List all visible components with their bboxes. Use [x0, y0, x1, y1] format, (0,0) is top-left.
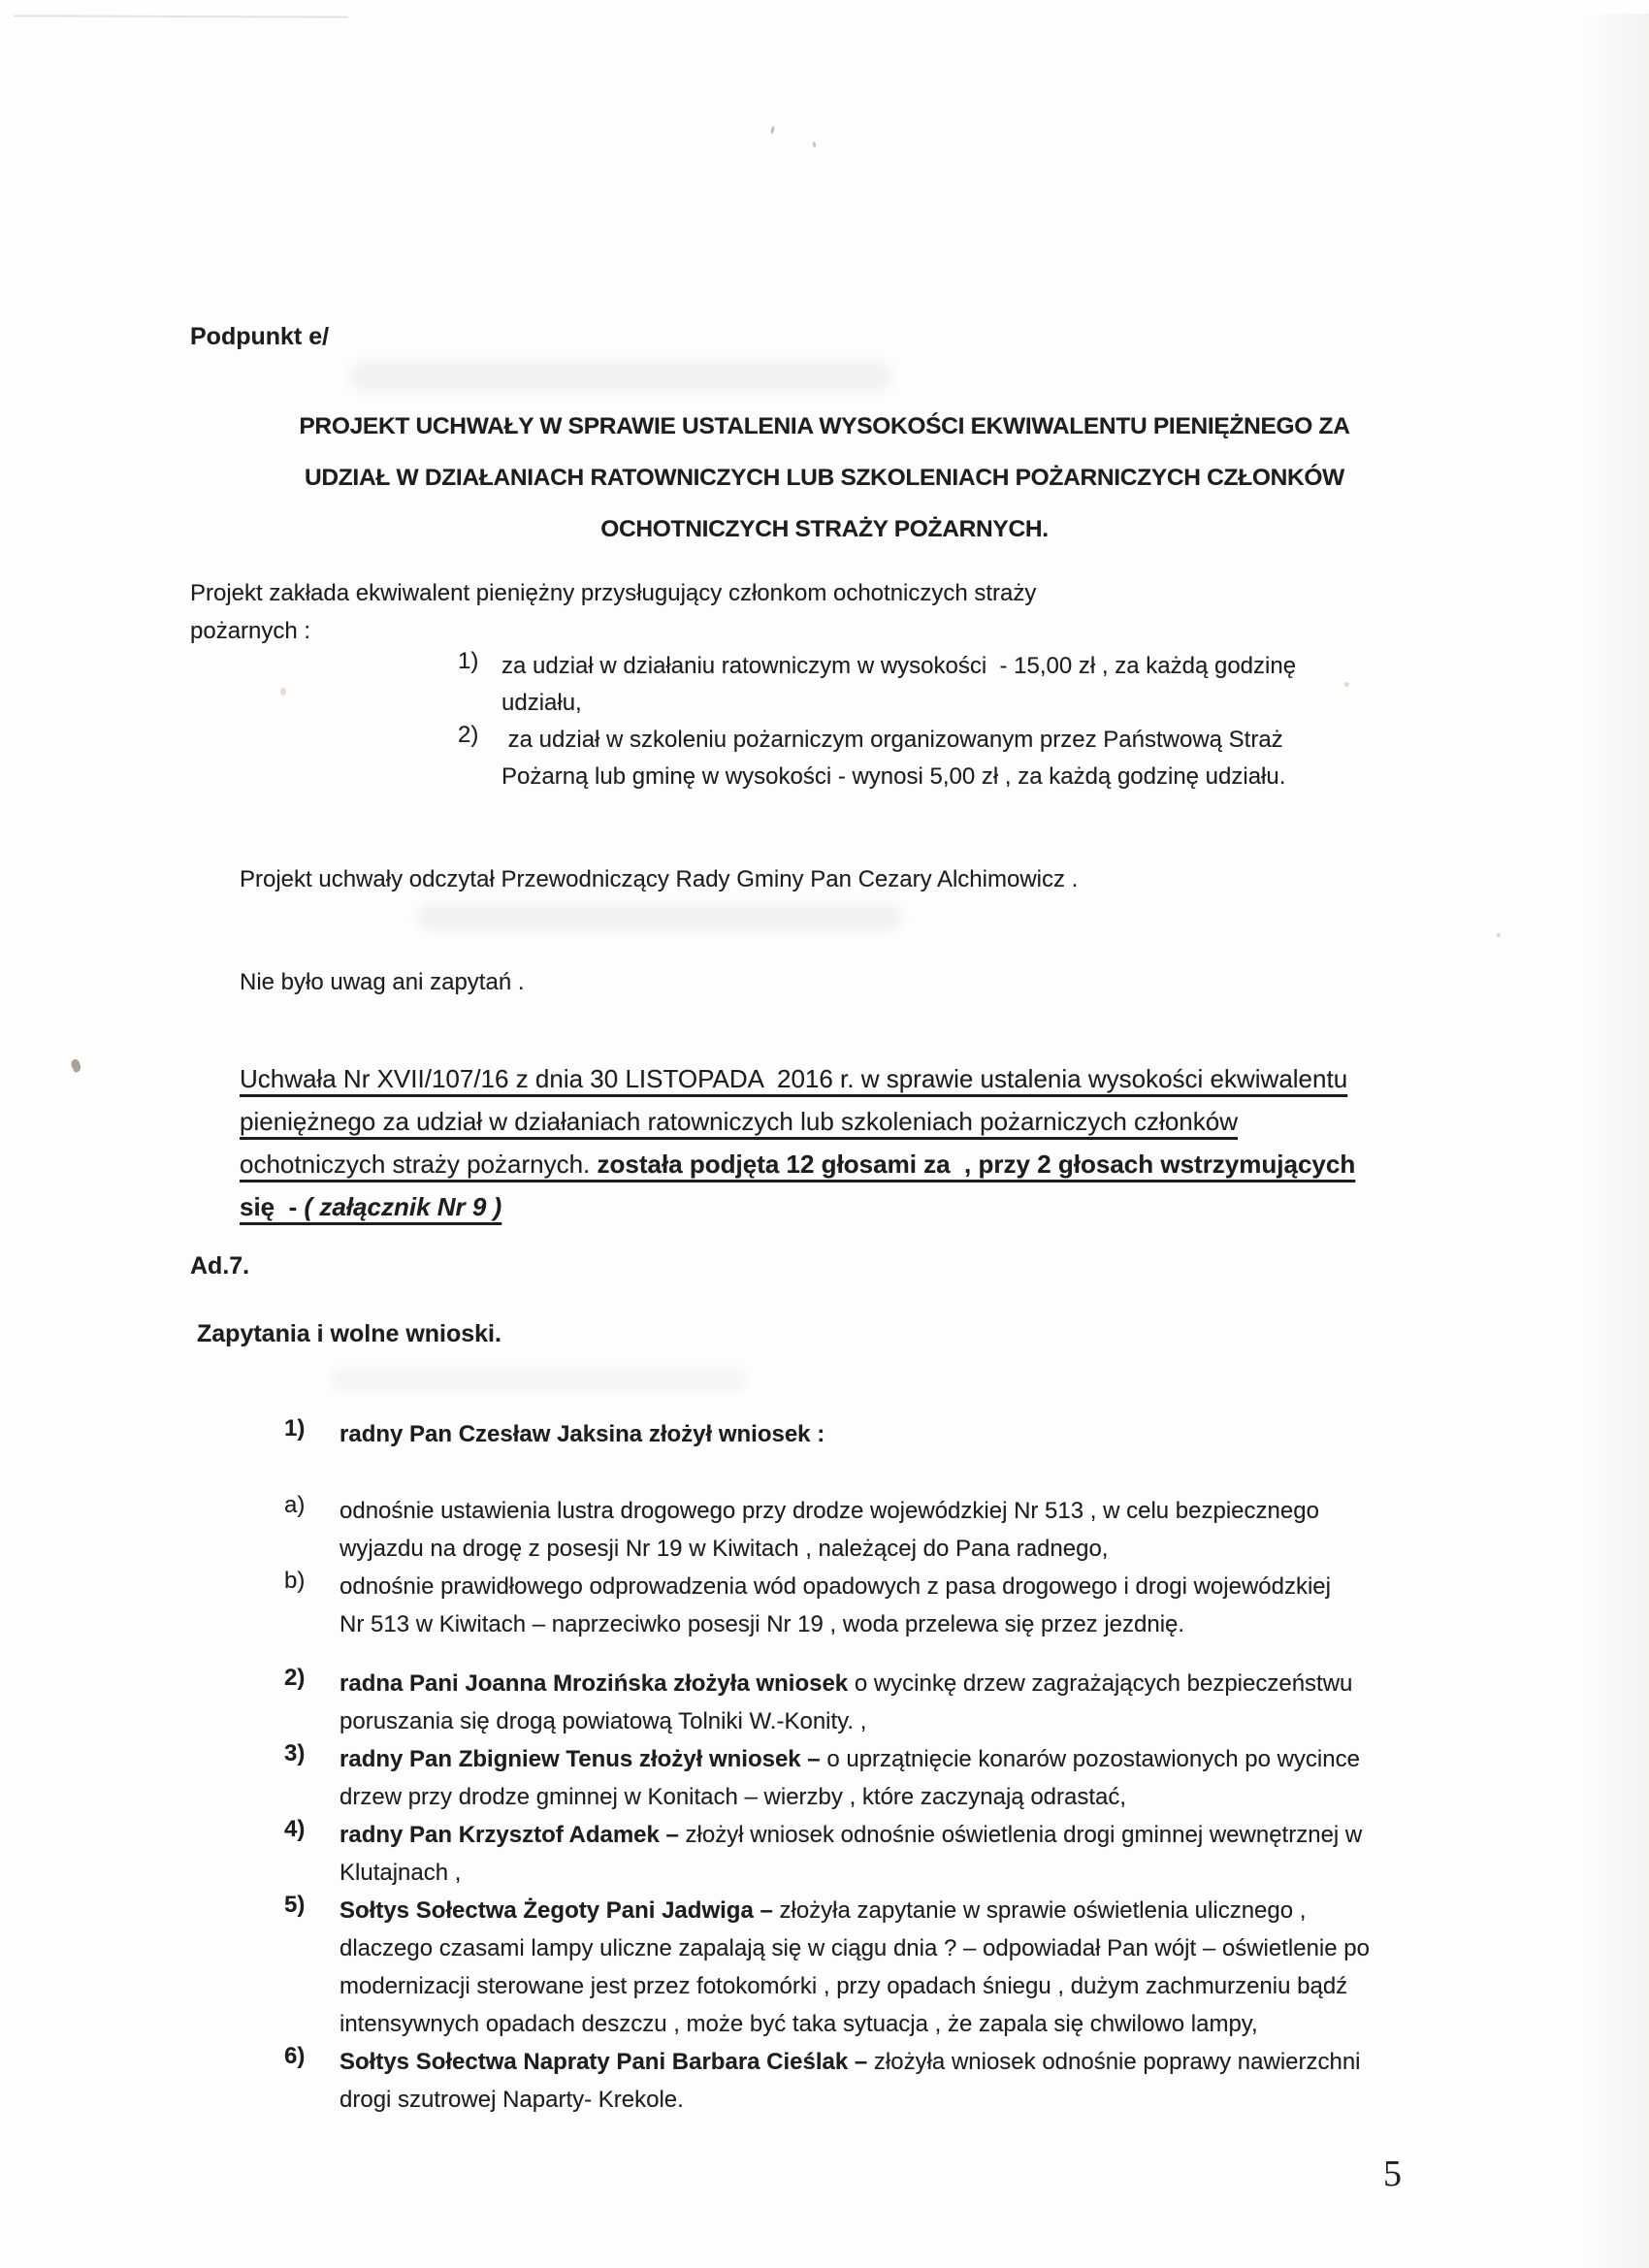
text-segment: radny Pan Czesław Jaksina złożył wniosek : [340, 1421, 825, 1447]
text-segment: drzew przy drodze gminnej w Konitach – wierzby , które zaczynają odrastać, [340, 1784, 1127, 1810]
title-line: OCHOTNICZYCH STRAŻY POŻARNYCH. [600, 516, 1049, 542]
resolution-line [240, 1057, 1355, 1100]
scan-edge-artifact [0, 0, 1649, 14]
text-segment: radny Pan Zbigniew Tenus złożył wniosek – [340, 1746, 821, 1772]
text-segment: radna Pani Joanna Mrozińska złożyła wniosek [340, 1670, 849, 1697]
motions-list [284, 1415, 1370, 2119]
text-segment: Nr 513 w Kiwitach – naprzeciwko posesji Nr 19 , woda przelewa się przez jezdnię. [340, 1611, 1185, 1637]
motion-item [284, 1415, 1370, 1453]
scan-speck [1344, 682, 1349, 687]
agenda-point-label: Ad.7. [190, 1252, 250, 1280]
text-segment: o uprzątnięcie konarów pozostawionych po wycince [820, 1746, 1360, 1772]
motion-item [284, 1816, 1370, 1892]
text-segment: Sołtys Sołectwa Żegoty Pani Jadwiga – [340, 1897, 773, 1924]
list-marker: a) [284, 1492, 306, 1518]
resolution-line [240, 1185, 1355, 1228]
paragraph-line: za udział w działaniu ratowniczym w wysokości - 15,00 zł , za każdą godzinę [501, 653, 1297, 679]
motion-item [284, 2043, 1370, 2119]
text-segment: złożył wniosek odnośnie oświetlenia drogi gminnej wewnętrznej w [678, 1822, 1363, 1848]
resolution-line [240, 1100, 1355, 1143]
scan-smudge [349, 361, 892, 392]
text-segment: Uchwała Nr XVII/107/16 z dnia 30 LISTOPADA 2016 r. w sprawie ustalenia wysokości ekwiwalentu [240, 1064, 1348, 1093]
paragraph-line [340, 1665, 1352, 1702]
scan-mark-artifact [69, 1058, 82, 1074]
text-segment: się - [240, 1192, 305, 1221]
motion-item [284, 1740, 1370, 1816]
scan-line-artifact [14, 15, 348, 17]
section-title: Zapytania i wolne wnioski. [197, 1320, 501, 1347]
paragraph-line [340, 1740, 1360, 1778]
text-segment: dlaczego czasami lampy uliczne zapalają się w ciągu dnia ? – odpowiadał Pan wójt – oświetlenie po [340, 1935, 1370, 1961]
list-marker: 1) [284, 1415, 306, 1442]
text-segment: pieniężnego za udział w działaniach ratowniczych lub szkoleniach pożarniczych członków [240, 1107, 1238, 1136]
paragraph-line: Pożarną lub gminę w wysokości - wynosi 5,00 zł , za każdą godzinę udziału. [501, 763, 1286, 790]
list-item-text [340, 1492, 1319, 1568]
paragraph-line: pożarnych : [190, 618, 311, 644]
motion-item [284, 1892, 1370, 2043]
paragraph-line [340, 2081, 1361, 2119]
scan-smudge [417, 904, 902, 931]
intro-paragraph [190, 574, 1036, 650]
text-segment: ochotniczych straży pożarnych. [240, 1150, 598, 1179]
list-marker: 2) [284, 1665, 306, 1691]
subpoint-label: Podpunkt e/ [190, 323, 330, 350]
paragraph-line [340, 1415, 824, 1453]
text-segment: radny Pan Krzysztof Adamek – [340, 1822, 679, 1848]
list-marker: 4) [284, 1816, 306, 1842]
no-remarks-note: Nie było uwag ani zapytań . [240, 969, 525, 995]
scan-speck [813, 142, 817, 147]
text-segment: Klutajnach , [340, 1860, 462, 1886]
list-item-text [340, 2043, 1361, 2119]
list-marker: 2) [458, 722, 479, 748]
paragraph-line [340, 1854, 1362, 1892]
page-number: 5 [1383, 2154, 1402, 2194]
paragraph-line [340, 1530, 1319, 1568]
paragraph-line [340, 1568, 1331, 1605]
list-item-text [501, 722, 1285, 795]
paragraph-line [340, 2005, 1370, 2043]
text-segment: intensywnych opadach deszczu , może być taka sytuacja , że zapala się chwilowo lampy, [340, 2011, 1258, 2037]
paragraph-line: za udział w szkoleniu pożarniczym organizowanym przez Państwową Straż [501, 727, 1283, 753]
allowance-item [458, 722, 1296, 795]
text-segment: ( załącznik Nr 9 ) [304, 1192, 502, 1221]
scan-speck [770, 126, 775, 134]
list-item-text [340, 1568, 1331, 1643]
text-segment: odnośnie ustawienia lustra drogowego przy drodze wojewódzkiej Nr 513 , w celu bezpiecznego [340, 1498, 1319, 1524]
allowance-list [458, 648, 1296, 795]
paragraph-line [340, 2043, 1361, 2081]
paragraph-line [340, 1967, 1370, 2005]
paragraph-line [340, 1816, 1362, 1854]
paragraph-line [340, 1702, 1352, 1740]
paragraph-line: Projekt zakłada ekwiwalent pieniężny przysługujący członkom ochotniczych straży [190, 580, 1037, 606]
list-item-text [340, 1816, 1362, 1892]
list-item-text [340, 1892, 1370, 2043]
text-segment: modernizacji sterowane jest przez fotokomórki , przy opadach śniegu , dużym zachmurzeniu bądź [340, 1973, 1348, 1999]
paragraph-line: udziału, [501, 690, 582, 716]
paragraph-line [340, 1892, 1370, 1929]
scan-smudge [330, 1368, 747, 1391]
list-marker: 1) [458, 648, 479, 674]
text-segment: o wycinkę drzew zagrażających bezpieczeństwu [848, 1670, 1353, 1697]
list-marker: 5) [284, 1892, 306, 1918]
title-line: UDZIAŁ W DZIAŁANIACH RATOWNICZYCH LUB SZKOLENIACH POŻARNICZYCH CZŁONKÓW [304, 465, 1345, 491]
scan-speck [1497, 933, 1501, 937]
resolution-paragraph [240, 1057, 1355, 1228]
list-item-text [501, 648, 1296, 722]
motion-item [284, 1492, 1370, 1568]
document-title [136, 401, 1513, 555]
resolution-line [240, 1143, 1355, 1185]
list-item-text [340, 1740, 1360, 1816]
motion-item [284, 1568, 1370, 1643]
list-marker: b) [284, 1568, 306, 1594]
text-segment: została podjęta 12 głosami za , przy 2 głosach wstrzymujących [597, 1150, 1356, 1179]
text-segment: Sołtys Sołectwa Napraty Pani Barbara Cieślak – [340, 2049, 868, 2075]
paragraph-line [340, 1778, 1360, 1816]
list-marker: 6) [284, 2043, 306, 2069]
allowance-item [458, 648, 1296, 722]
reading-note: Projekt uchwały odczytał Przewodniczący Rady Gminy Pan Cezary Alchimowicz . [240, 866, 1079, 892]
text-segment: odnośnie prawidłowego odprowadzenia wód opadowych z pasa drogowego i drogi wojewódzkiej [340, 1573, 1331, 1600]
list-item-text [340, 1415, 824, 1453]
text-segment: drogi szutrowej Naparty- Krekole. [340, 2087, 684, 2113]
scan-speck [280, 688, 286, 696]
paragraph-line [340, 1605, 1331, 1643]
text-segment: złożyła zapytanie w sprawie oświetlenia ulicznego , [772, 1897, 1307, 1924]
paragraph-line [340, 1929, 1370, 1967]
motion-item [284, 1665, 1370, 1740]
list-item-text [340, 1665, 1352, 1740]
list-marker: 3) [284, 1740, 306, 1766]
text-segment: poruszania się drogą powiatową Tolniki W.-Konity. , [340, 1708, 867, 1734]
title-line: PROJEKT UCHWAŁY W SPRAWIE USTALENIA WYSOKOŚCI EKWIWALENTU PIENIĘŻNEGO ZA [299, 413, 1350, 439]
text-segment: złożyła wniosek odnośnie poprawy nawierzchni [867, 2049, 1361, 2075]
paragraph-line [340, 1492, 1319, 1530]
text-segment: wyjazdu na drogę z posesji Nr 19 w Kiwitach , należącej do Pana radnego, [340, 1536, 1109, 1562]
